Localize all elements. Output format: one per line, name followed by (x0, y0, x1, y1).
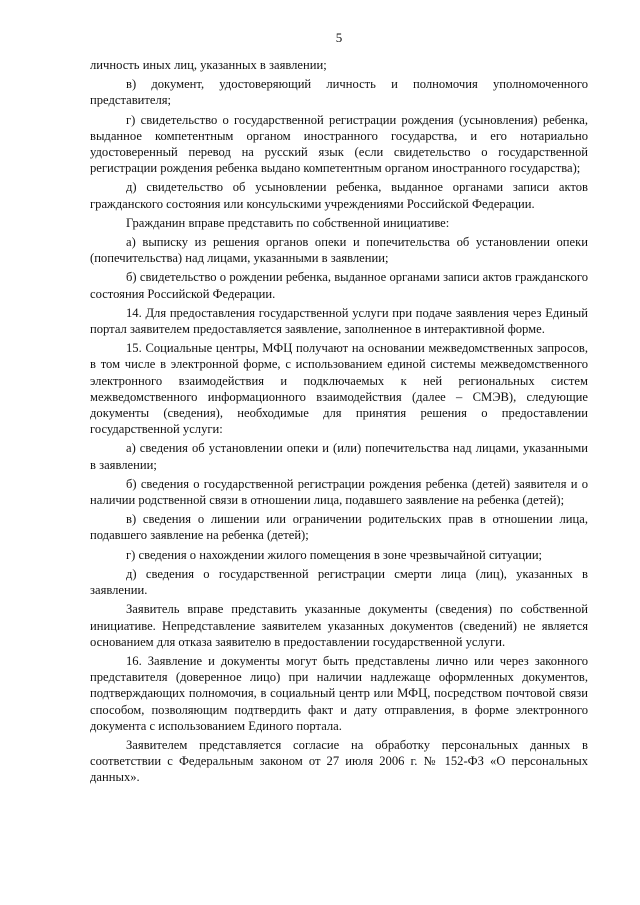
paragraph-item-a-guardianship-info: а) сведения об установлении опеки и (или) попечительства над лицами, указанными в заявлении; (90, 441, 588, 472)
paragraph-item-v-parental-rights-info: в) сведения о лишении или ограничении родительских прав в отношении лица, подавшего заявление на ребенка (детей); (90, 512, 588, 543)
paragraph-item-d-adoption-certificate: д) свидетельство об усыновлении ребенка, выданное органами записи актов гражданского состояния или консульскими учреждениями Российской Федерации. (90, 180, 588, 211)
paragraph-continuation: личность иных лиц, указанных в заявлении; (90, 58, 327, 72)
paragraph-clause-14: 14. Для предоставления государственной услуги при подаче заявления через Единый портал заявителем предоставляется заявление, заполненное в интерактивной форме. (90, 305, 588, 337)
page-number: 5 (335, 30, 343, 45)
paragraph-item-g-emergency-zone-info: г) сведения о нахождении жилого помещения в зоне чрезвычайной ситуации; (126, 547, 543, 562)
paragraph-item-v-identity-document: в) документ, удостоверяющий личность и полномочия уполномоченного представителя; (90, 77, 588, 108)
paragraph-item-b-birth-registration-info: б) сведения о государственной регистрации рождения ребенка (детей) заявителя и о наличии родственной связи в отношении лица, подавшего заявление на ребенка (детей); (90, 476, 588, 508)
paragraph-item-g-foreign-birth-certificate: г) свидетельство о государственной регистрации рождения (усыновления) ребенка, выданное компетентным органом иностранного государства, и его нотариально удостоверенный перевод на русский язык (если свидетельство о государственной регистрации рождения ребенка выдано компетентным органом иностранного государства); (90, 112, 588, 176)
paragraph-clause-15: 15. Социальные центры, МФЦ получают на основании межведомственных запросов, в том числе в электронной форме, с использованием единой системы межведомственного электронного взаимодействия и подключаемых к ней региональных систем межведомственного информационного взаимодействия (далее – СМЭВ), следующие документы (сведения), необходимые для принятия решения о предоставлении государственной услуги: (90, 341, 588, 437)
paragraph-own-initiative-intro: Гражданин вправе представить по собственной инициативе: (126, 215, 450, 230)
paragraph-item-d-death-registration-info: д) сведения о государственной регистрации смерти лица (лиц), указанных в заявлении. (90, 566, 588, 598)
document-body (90, 57, 588, 786)
paragraph-applicant-right: Заявитель вправе представить указанные документы (сведения) по собственной инициативе. Непредставление заявителем указанных документов (сведений) не является основанием для отказа заявителю в предоставлении государственной услуги. (90, 602, 588, 649)
paragraph-item-b-birth-certificate: б) свидетельство о рождении ребенка, выданное органами записи актов гражданского состояния Российской Федерации. (90, 270, 588, 301)
paragraph-clause-16: 16. Заявление и документы могут быть представлены лично или через законного представителя (доверенное лицо) при наличии надлежаще оформленных документов, подтверждающих полномочия, в социальный центр или МФЦ, посредством почтовой связи способом, позволяющим подтвердить факт и дату отправления, в форме электронного документа с использованием Единого портала. (90, 653, 588, 733)
paragraph-item-a-guardianship-extract: а) выписку из решения органов опеки и попечительства об установлении опеки (попечительства) над лицами, указанными в заявлении; (90, 235, 588, 266)
paragraph-personal-data-consent: Заявителем представляется согласие на обработку персональных данных в соответствии с Федеральным законом от 27 июля 2006 г. № 152-ФЗ «О персональных данных». (90, 737, 588, 785)
